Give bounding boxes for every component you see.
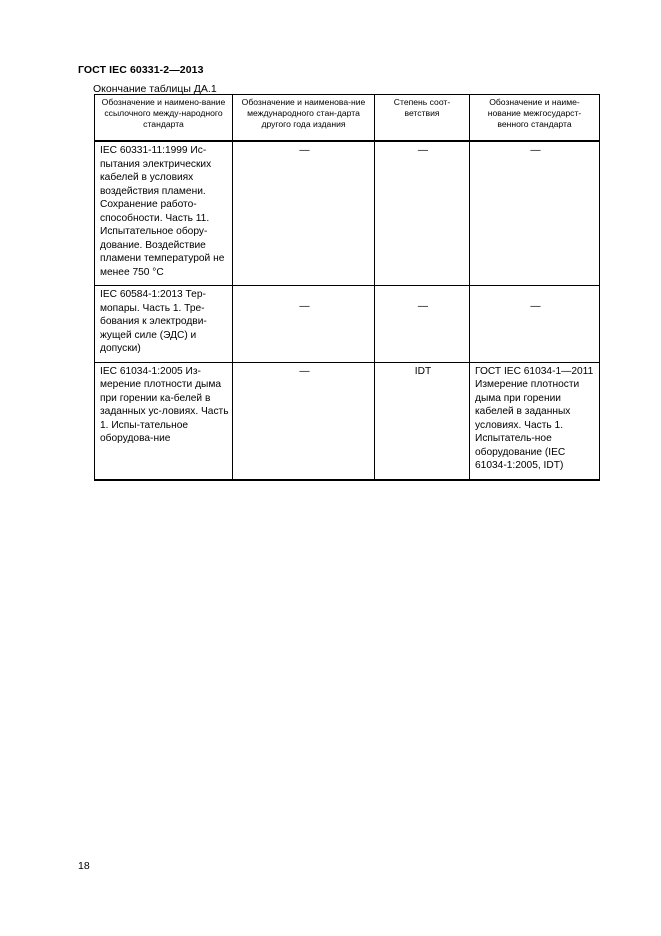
reference-standards-table (94, 94, 600, 481)
table-row (95, 362, 600, 480)
column-header-other-year-standard: Обозначение и наименова-ние международного стан-дарта другого года издания (233, 95, 375, 142)
table-caption: Окончание таблицы ДА.1 (93, 83, 217, 95)
table-row (95, 286, 600, 363)
cell-other-year-value: — (299, 301, 310, 312)
cell-interstate (470, 286, 600, 363)
cell-interstate: ГОСТ IEC 61034-1—2011 Измерение плотности дыма при горении кабелей в заданных условиях. Часть 1. Испытатель-ное оборудование (IEC 61034-1:2005, IDT) (470, 362, 600, 480)
cell-other-year: — (233, 362, 375, 480)
cell-ref-standard: IEC 60331-11:1999 Ис-пытания электрических кабелей в условиях воздействия пламени. Сохранение работо-способности. Часть 11. Испытательное обору-дование. Воздействие пламени температурой не менее 750 °C (95, 141, 233, 286)
cell-degree-value: — (417, 301, 429, 312)
cell-other-year: — (233, 141, 375, 286)
cell-interstate-value: — (530, 301, 541, 312)
cell-interstate: — (470, 141, 600, 286)
cell-degree (375, 286, 470, 363)
cell-ref-standard: IEC 61034-1:2005 Из-мерение плотности дыма при горении ка-белей в заданных ус-ловиях. Часть 1. Испы-тательное оборудова-ние (95, 362, 233, 480)
cell-other-year (233, 286, 375, 363)
table-header-row (95, 95, 600, 142)
document-header: ГОСТ IEC 60331-2—2013 (78, 64, 204, 76)
cell-ref-standard: IEC 60584-1:2013 Тер-мопары. Часть 1. Тре-бования к электродви-жущей силе (ЭДС) и допуски) (95, 286, 233, 363)
table-row (95, 141, 600, 286)
cell-degree: IDT (375, 362, 470, 480)
cell-degree: — (375, 141, 470, 286)
page-number: 18 (78, 860, 90, 872)
column-header-ref-standard: Обозначение и наимено-вание ссылочного между-народного стандарта (95, 95, 233, 142)
column-header-degree: Степень соот-ветствия (375, 95, 470, 142)
column-header-interstate-standard: Обозначение и наиме-нование межгосударст-венного стандарта (470, 95, 600, 142)
